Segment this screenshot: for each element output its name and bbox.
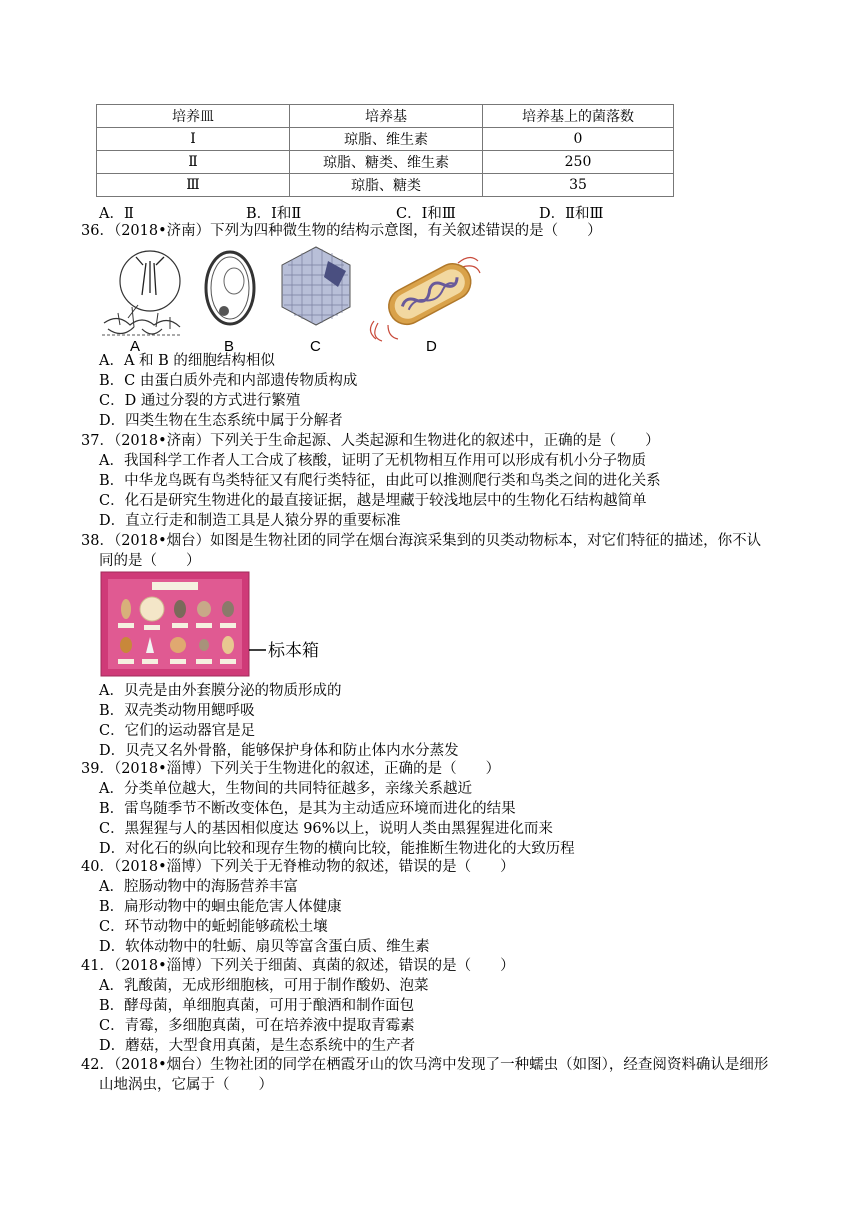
q36-stem: 36．（2018•济南）下列为四种微生物的结构示意图，有关叙述错误的是（ ） xyxy=(81,223,602,239)
q35-option-b: B．Ⅰ和Ⅱ xyxy=(246,206,302,222)
q40-option-d: D．软体动物中的牡蛎、扇贝等富含蛋白质、维生素 xyxy=(99,939,430,955)
shell-specimen-figure xyxy=(100,571,340,679)
table-cell: Ⅰ xyxy=(97,128,290,151)
q36-option-a: A．A 和 B 的细胞结构相似 xyxy=(99,353,275,369)
specimen-box-label: 标本箱 xyxy=(268,641,319,661)
q35-options xyxy=(99,202,659,222)
figure-label-a: A xyxy=(130,338,141,355)
microbe-figure xyxy=(98,243,488,355)
q39-option-c: C．黑猩猩与人的基因相似度达 96%以上，说明人类由黑猩猩进化而来 xyxy=(99,821,553,837)
header-cell: 培养基 xyxy=(290,105,483,128)
q37-option-d: D．直立行走和制造工具是人猿分界的重要标准 xyxy=(99,513,401,529)
q41-stem: 41．（2018•淄博）下列关于细菌、真菌的叙述，错误的是（ ） xyxy=(81,958,515,974)
q41-option-d: D．蘑菇，大型食用真菌，是生态系统中的生产者 xyxy=(99,1038,416,1054)
q36-option-b: B．C 由蛋白质外壳和内部遗传物质构成 xyxy=(99,373,358,389)
header-cell: 培养皿 xyxy=(97,105,290,128)
q37-option-c: C．化石是研究生物进化的最直接证据，越是埋藏于较浅地层中的生物化石结构越简单 xyxy=(99,493,647,509)
table-cell: 250 xyxy=(483,151,674,174)
table-row xyxy=(97,151,674,174)
table-header-row xyxy=(97,105,674,128)
q36-option-d: D．四类生物在生态系统中属于分解者 xyxy=(99,413,343,429)
virus-illustration xyxy=(282,247,350,355)
figure-label-c: C xyxy=(310,338,321,355)
q42-stem-line1: 42．（2018•烟台）生物社团的同学在栖霞牙山的饮马湾中发现了一种蠕虫（如图），经查阅资料确认是细形 xyxy=(81,1057,769,1073)
table-cell: 琼脂、糖类 xyxy=(290,174,483,197)
q40-option-c: C．环节动物中的蚯蚓能够疏松土壤 xyxy=(99,919,328,935)
bacterium-illustration xyxy=(370,257,480,355)
q39-option-d: D．对化石的纵向比较和现存生物的横向比较，能推断生物进化的大致历程 xyxy=(99,841,575,857)
q39-option-b: B．雷鸟随季节不断改变体色，是其为主动适应环境而进化的结果 xyxy=(99,801,516,817)
q41-option-b: B．酵母菌，单细胞真菌，可用于酿酒和制作面包 xyxy=(99,998,415,1014)
table-cell: 0 xyxy=(483,128,674,151)
culture-table xyxy=(96,104,674,197)
q38-option-a: A．贝壳是由外套膜分泌的物质形成的 xyxy=(99,683,342,699)
q37-option-b: B．中华龙鸟既有鸟类特征又有爬行类特征，由此可以推测爬行类和鸟类之间的进化关系 xyxy=(99,473,661,489)
figure-label-b: B xyxy=(224,338,235,355)
q41-option-c: C．青霉，多细胞真菌，可在培养液中提取青霉素 xyxy=(99,1018,415,1034)
yeast-cell-illustration xyxy=(206,252,254,355)
q39-option-a: A．分类单位越大，生物间的共同特征越多，亲缘关系越近 xyxy=(99,781,472,797)
mold-illustration xyxy=(102,251,182,355)
table-cell: 35 xyxy=(483,174,674,197)
q37-stem: 37．（2018•济南）下列关于生命起源、人类起源和生物进化的叙述中，正确的是（ ） xyxy=(81,433,660,449)
table-cell: 琼脂、维生素 xyxy=(290,128,483,151)
q35-option-a: A．Ⅱ xyxy=(99,206,134,222)
q40-option-b: B．扁形动物中的蛔虫能危害人体健康 xyxy=(99,899,342,915)
table-row xyxy=(97,128,674,151)
figure-label-d: D xyxy=(426,338,437,355)
q39-stem: 39．（2018•淄博）下列关于生物进化的叙述，正确的是（ ） xyxy=(81,761,501,777)
q38-option-b: B．双壳类动物用鳃呼吸 xyxy=(99,703,255,719)
q36-option-c: C．D 通过分裂的方式进行繁殖 xyxy=(99,393,301,409)
q37-option-a: A．我国科学工作者人工合成了核酸，证明了无机物相互作用可以形成有机小分子物质 xyxy=(99,453,646,469)
q38-option-c: C．它们的运动器官是足 xyxy=(99,723,256,739)
q38-stem-line1: 38．（2018•烟台）如图是生物社团的同学在烟台海滨采集到的贝类动物标本，对它们特征的描述，你不认 xyxy=(81,533,762,549)
q35-option-c: C．Ⅰ和Ⅲ xyxy=(396,206,456,222)
q35-option-d: D．Ⅱ和Ⅲ xyxy=(539,206,604,222)
table-row xyxy=(97,174,674,197)
q40-option-a: A．腔肠动物中的海肠营养丰富 xyxy=(99,879,298,895)
q38-option-d: D．贝壳又名外骨骼，能够保护身体和防止体内水分蒸发 xyxy=(99,743,459,759)
q42-stem-line2: 山地涡虫，它属于（ ） xyxy=(99,1077,273,1093)
table-cell: 琼脂、糖类、维生素 xyxy=(290,151,483,174)
table-cell: Ⅲ xyxy=(97,174,290,197)
header-cell: 培养基上的菌落数 xyxy=(483,105,674,128)
q40-stem: 40．（2018•淄博）下列关于无脊椎动物的叙述，错误的是（ ） xyxy=(81,859,515,875)
q38-stem-line2: 同的是（ ） xyxy=(99,553,201,569)
table-cell: Ⅱ xyxy=(97,151,290,174)
q41-option-a: A．乳酸菌，无成形细胞核，可用于制作酸奶、泡菜 xyxy=(99,978,429,994)
